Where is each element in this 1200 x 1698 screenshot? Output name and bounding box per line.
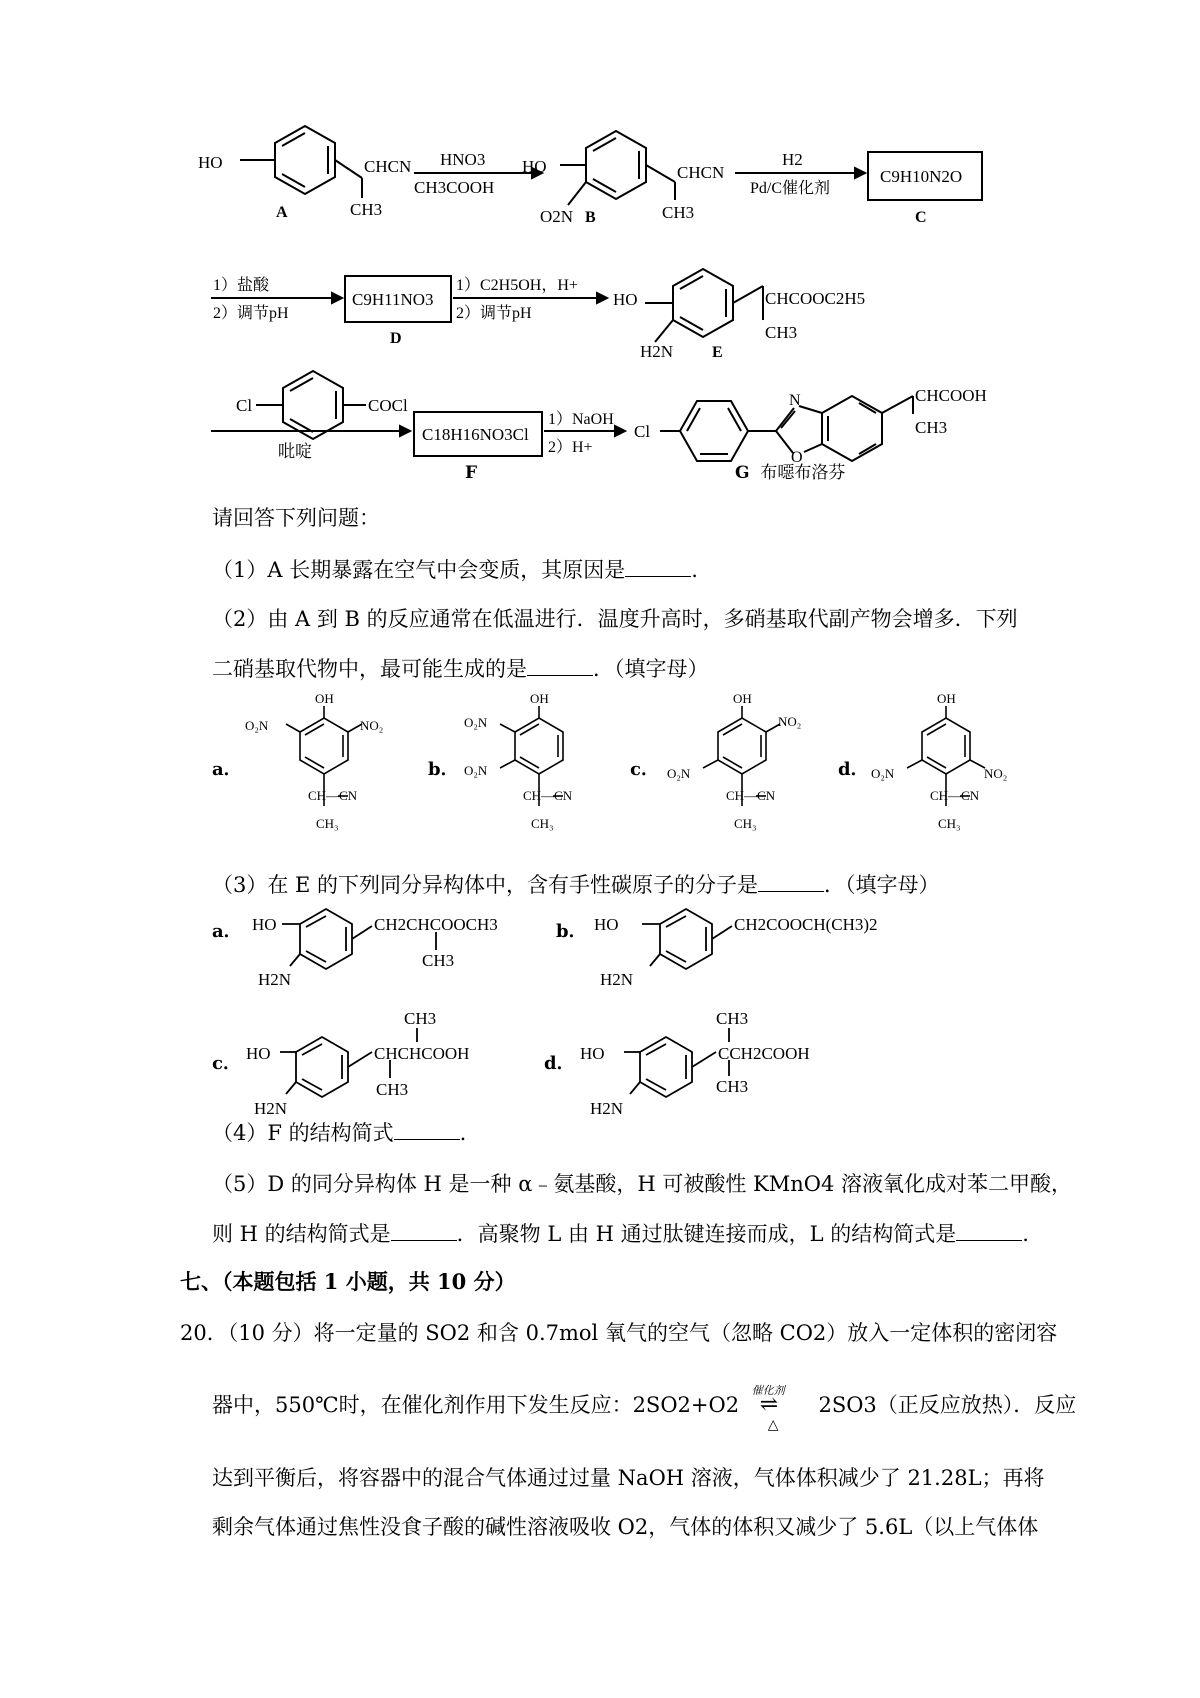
q3c-side-chain: CHCHCOOH (374, 1044, 470, 1063)
q2-option-a[interactable]: a． (212, 759, 242, 780)
E-amine: H2N (640, 342, 674, 361)
q3-option-d[interactable]: d． (544, 1053, 575, 1074)
q3c-h2n: H2N (254, 1099, 288, 1118)
A-hydroxyl-label: HO (198, 153, 223, 172)
svg-text:O₂N: O₂N (464, 715, 488, 730)
E-side-chain: CHCOOC2H5 (765, 289, 866, 308)
svg-text:OH: OH (937, 691, 956, 706)
A-methyl: CH3 (350, 200, 383, 219)
svg-text:OH: OH (530, 691, 549, 706)
G-methyl: CH3 (915, 418, 948, 437)
reagent-h-plus: 2）H+ (548, 439, 593, 456)
B-methyl: CH3 (662, 203, 695, 222)
q3b-ho: HO (594, 915, 619, 934)
label-F-text: F (465, 463, 478, 483)
question-2-line2 (212, 654, 709, 684)
svg-text:CH—CN: CH—CN (726, 788, 776, 803)
question-1-end: . (691, 558, 698, 582)
label-D: D (390, 330, 402, 347)
question-5-text-b: ．高聚物 L 由 H 通过肽键连接而成，L 的结构简式是 (456, 1222, 957, 1246)
svg-text:O₂N: O₂N (667, 766, 691, 781)
question-2-end: ．（填字母） (593, 657, 709, 681)
label-A: A (276, 204, 288, 221)
B-side-chain: CHCN (677, 163, 725, 182)
G-side-chain: CHCOOH (915, 386, 987, 405)
svg-text:OH: OH (733, 691, 752, 706)
q3c-bottom-methyl: CH3 (376, 1080, 409, 1099)
reagent-hcl: 1）盐酸 (213, 277, 270, 294)
C-formula: C9H10N2O (880, 167, 963, 186)
svg-text:NO₂: NO₂ (984, 766, 1008, 781)
svg-text:O₂N: O₂N (464, 763, 488, 778)
q3d-h2n: H2N (590, 1099, 624, 1118)
heat-label: △ (767, 1416, 779, 1433)
reagent-adjust-ph-1: 2）调节pH (213, 305, 289, 322)
question-4-text: （4）F 的结构简式 (212, 1121, 394, 1145)
q3c-ho: HO (246, 1044, 271, 1063)
svg-text:O₂N: O₂N (245, 718, 269, 733)
svg-text:CH₃: CH₃ (734, 816, 757, 831)
E-methyl: CH3 (765, 323, 798, 342)
reagent-ethanol: 1）C2H5OH，H+ (456, 277, 578, 294)
svg-text:CH—CN: CH—CN (308, 788, 358, 803)
reagent-naoh: 1）NaOH (548, 411, 614, 428)
svg-text:O₂N: O₂N (871, 766, 895, 781)
reagent-pd-c: Pd/C催化剂 (750, 180, 831, 197)
q20-line2-text-a: 器中，550℃时，在催化剂作用下发生反应：2SO2+O2 (212, 1393, 740, 1417)
q3d-ho: HO (580, 1044, 605, 1063)
question-2-text: 二硝基取代物中，最可能生成的是 (212, 657, 527, 681)
q3a-ho: HO (252, 915, 277, 934)
q3-option-c[interactable]: c． (212, 1053, 241, 1074)
catalyst-label: 催化剂 (751, 1383, 785, 1397)
answer-blank-3[interactable] (758, 871, 824, 892)
svg-text:NO₂: NO₂ (360, 718, 384, 733)
G-chloro: Cl (634, 422, 651, 441)
question-3-end: ．（填字母） (824, 873, 940, 897)
E-hydroxyl-label: HO (613, 290, 638, 309)
answer-blank-2[interactable] (527, 655, 593, 676)
question-1-text: （1）A 长期暴露在空气中会变质，其原因是 (212, 558, 626, 582)
q2-option-b[interactable]: b． (428, 759, 459, 780)
svg-text:CH—CN: CH—CN (930, 788, 980, 803)
B-nitro: O2N (540, 207, 574, 226)
reagent-pyridine: 吡啶 (278, 442, 312, 461)
svg-text:OH: OH (315, 691, 334, 706)
F-formula: C18H16NO3Cl (422, 425, 529, 444)
q3d-side-chain: CCH2COOH (718, 1044, 810, 1063)
q3-option-structures (0, 900, 1200, 1120)
question-5-line1: （5）D 的同分异构体 H 是一种 α﹣氨基酸，H 可被酸性 KMnO4 溶液氧化成对苯二甲酸， (212, 1172, 1073, 1196)
q3b-side-chain: CH2COOCH(CH3)2 (734, 915, 878, 934)
question-2-line1: （2）由 A 到 B 的反应通常在低温进行．温度升高时，多硝基取代副产物会增多．下列 (212, 607, 1018, 631)
acyl-chloride-cl: Cl (236, 396, 253, 415)
equilibrium-arrow (746, 1383, 812, 1433)
q3-option-b[interactable]: b． (556, 921, 587, 942)
reagent-h2: H2 (782, 150, 803, 169)
q3a-h2n: H2N (258, 970, 292, 989)
D-formula: C9H11NO3 (352, 290, 434, 309)
svg-text:CH₃: CH₃ (316, 816, 339, 831)
q3a-methyl: CH3 (422, 951, 455, 970)
question-3-text: （3）在 E 的下列同分异构体中，含有手性碳原子的分子是 (212, 873, 759, 897)
q20-line2 (212, 1383, 1077, 1433)
q3a-side-chain: CH2CHCOOCH3 (374, 915, 498, 934)
question-4 (212, 1118, 466, 1148)
questions-intro: 请回答下列问题： (212, 506, 380, 530)
q2-option-structures (0, 690, 1200, 870)
synthesis-scheme (0, 0, 1200, 470)
G-oxygen: O (791, 449, 803, 466)
q3d-bottom-methyl: CH3 (716, 1077, 749, 1096)
q20-line2-text-b: 2SO3（正反应放热）．反应 (818, 1393, 1077, 1417)
label-C: C (915, 209, 927, 226)
q20-line4: 剩余气体通过焦性没食子酸的碱性溶液吸收 O2，气体的体积又减少了 5.6L（以上气体体 (212, 1515, 1039, 1539)
reagent-adjust-ph-2: 2）调节pH (456, 305, 532, 322)
label-B: B (585, 209, 596, 226)
reagent-hno3: HNO3 (440, 150, 486, 169)
section-7-heading: 七、（本题包括 1 小题，共 10 分） (180, 1269, 516, 1294)
equilibrium-arrows-icon: ⇌ (759, 1391, 779, 1417)
q3-option-a[interactable]: a． (212, 921, 242, 942)
question-5-line2 (212, 1219, 1029, 1249)
question-5-end: . (1022, 1222, 1029, 1246)
question-3 (212, 870, 940, 900)
answer-blank-1[interactable] (625, 556, 691, 577)
question-5-text-a: 则 H 的结构简式是 (212, 1222, 391, 1246)
q3d-top-methyl: CH3 (716, 1009, 749, 1028)
question-4-end: . (459, 1121, 467, 1145)
answer-blank-5a[interactable] (391, 1220, 457, 1241)
q20-line3: 达到平衡后，将容器中的混合气体通过过量 NaOH 溶液，气体体积减少了 21.28L；再将 (212, 1466, 1045, 1490)
answer-blank-5b[interactable] (956, 1220, 1022, 1241)
B-hydroxyl-label: HO (522, 157, 547, 176)
G-nitrogen: N (789, 392, 801, 409)
q2-option-c[interactable]: c． (630, 759, 659, 780)
answer-blank-4[interactable] (394, 1119, 460, 1140)
A-side-chain: CHCN (364, 157, 412, 176)
svg-text:CH—CN: CH—CN (523, 788, 573, 803)
svg-text:CH₃: CH₃ (531, 816, 554, 831)
label-G-text (735, 458, 845, 488)
q3b-h2n: H2N (600, 970, 634, 989)
acyl-chloride-cocl: COCl (368, 396, 408, 415)
label-G-letter: G (735, 463, 750, 483)
question-1 (212, 555, 698, 585)
G-compound-name: 布噁布洛芬 (760, 463, 846, 483)
svg-text:CH₃: CH₃ (938, 816, 961, 831)
q2-option-d[interactable]: d． (838, 759, 869, 780)
q3c-top-methyl: CH3 (404, 1009, 437, 1028)
label-E: E (712, 344, 723, 361)
q20-line1: 20．（10 分）将一定量的 SO2 和含 0.7mol 氧气的空气（忽略 CO2）放入一定体积的密闭容 (180, 1321, 1058, 1345)
reagent-acetic-acid: CH3COOH (414, 178, 495, 197)
svg-text:NO₂: NO₂ (778, 714, 802, 729)
